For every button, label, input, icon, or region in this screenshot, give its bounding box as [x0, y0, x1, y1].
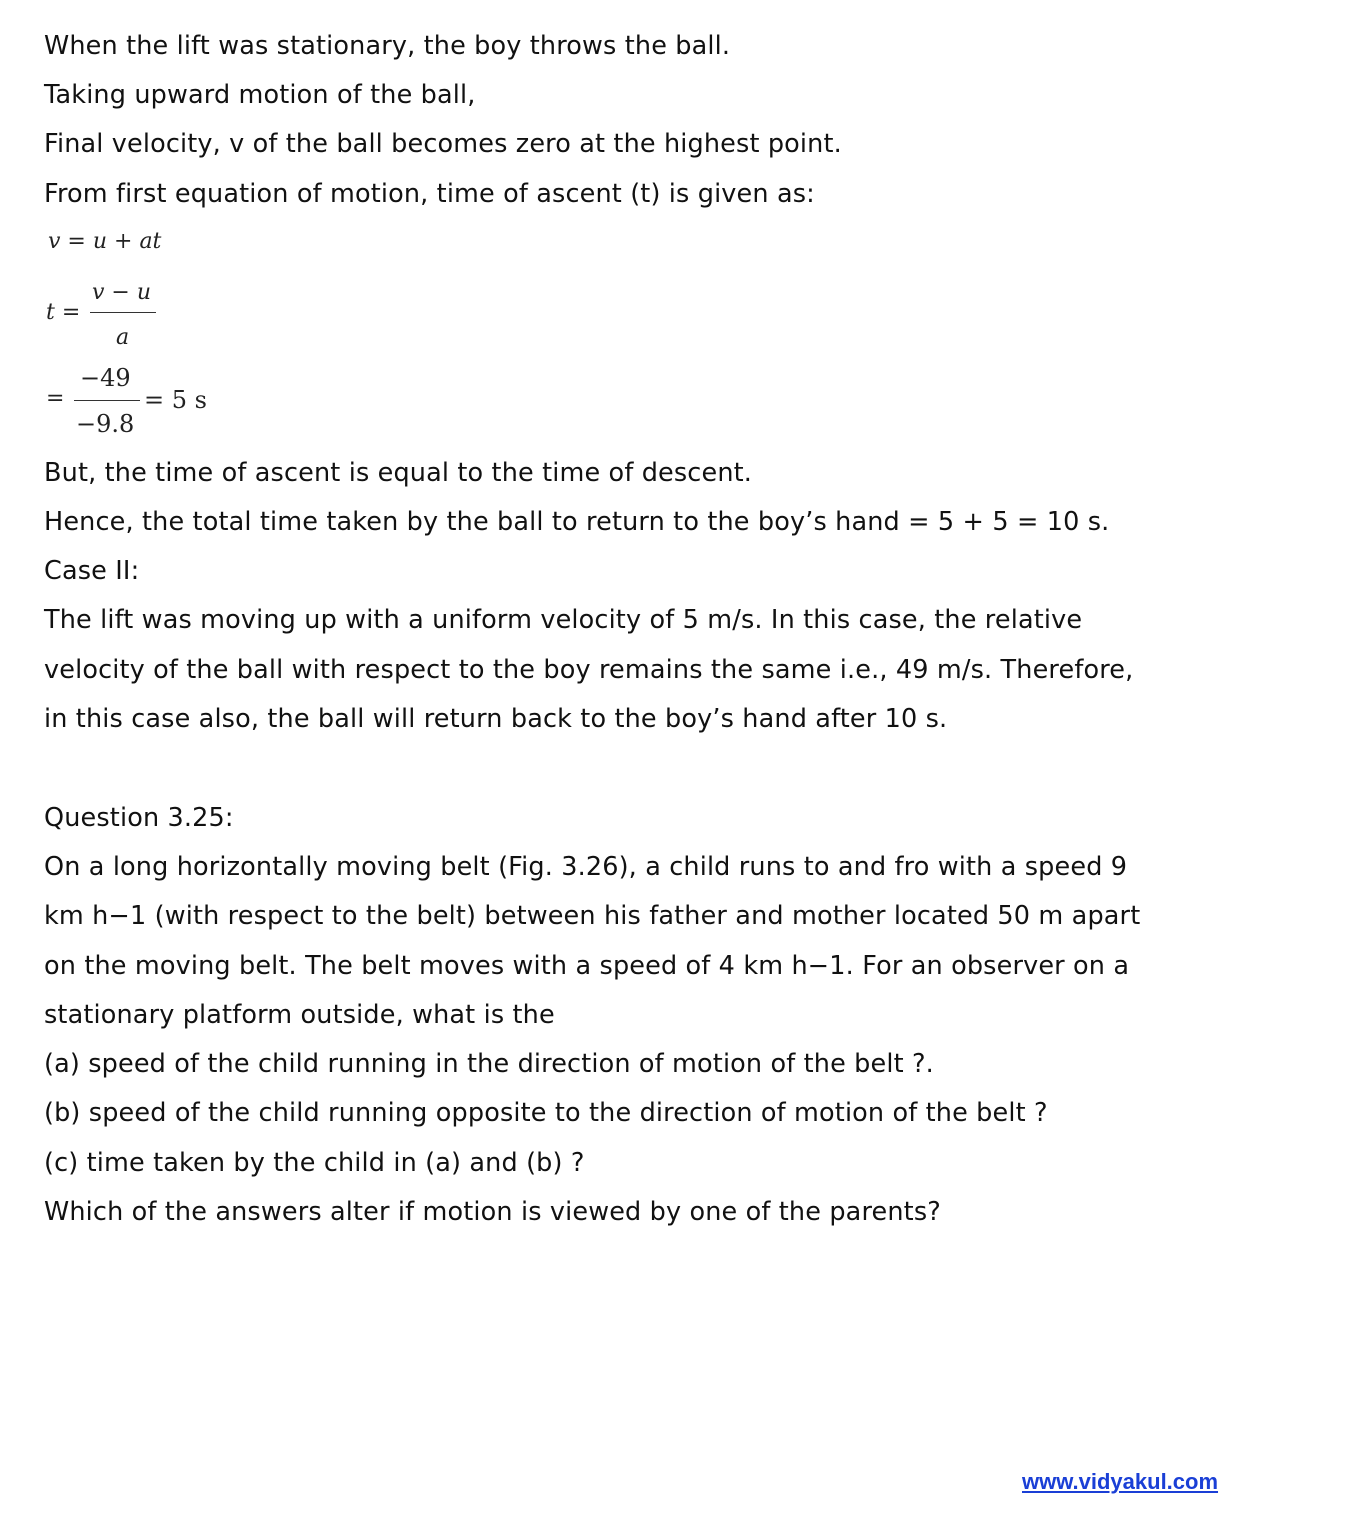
equation-result-rhs: = 5 s — [144, 386, 207, 414]
question-part-a: (a) speed of the child running in the direction of motion of the belt ?. — [44, 1049, 934, 1079]
text-line-first-equation: From first equation of motion, time of ascent (t) is given as: — [44, 179, 815, 209]
question-line-1: On a long horizontally moving belt (Fig. 3.26), a child runs to and fro with a speed 9 — [44, 852, 1128, 882]
equation-t-denominator: a — [116, 325, 130, 350]
text-line-lift-stationary: When the lift was stationary, the boy throws the ball. — [44, 31, 731, 61]
equation-t-numerator: v − u — [92, 280, 152, 305]
question-part-c: (c) time taken by the child in (a) and (b) ? — [44, 1148, 585, 1178]
case-heading: Case II: — [44, 556, 140, 586]
text-line-relative-velocity: velocity of the ball with respect to the boy remains the same i.e., 49 m/s. Therefore, — [44, 655, 1134, 685]
question-line-2: km h−1 (with respect to the belt) between his father and mother located 50 m apart — [44, 901, 1141, 931]
text-line-ascent-descent: But, the time of ascent is equal to the time of descent. — [44, 458, 753, 488]
equation-v-u-at: v = u + at — [48, 229, 162, 254]
question-title: Question 3.25: — [44, 803, 234, 833]
equation-result-denominator: −9.8 — [76, 410, 135, 438]
equation-result-fraction-bar — [74, 400, 140, 401]
question-line-3: on the moving belt. The belt moves with a speed of 4 km h−1. For an observer on a — [44, 951, 1130, 981]
text-line-upward-motion: Taking upward motion of the ball, — [44, 80, 476, 110]
equation-t-lhs: t = — [46, 300, 81, 325]
question-part-b: (b) speed of the child running opposite to the direction of motion of the belt ? — [44, 1098, 1048, 1128]
text-line-lift-moving: The lift was moving up with a uniform velocity of 5 m/s. In this case, the relative — [44, 605, 1083, 635]
equation-t-fraction-bar — [90, 312, 156, 313]
question-part-d: Which of the answers alter if motion is viewed by one of the parents? — [44, 1197, 941, 1227]
text-line-return-time: in this case also, the ball will return back to the boy’s hand after 10 s. — [44, 704, 948, 734]
text-line-final-velocity: Final velocity, v of the ball becomes zero at the highest point. — [44, 129, 842, 159]
question-line-4: stationary platform outside, what is the — [44, 1000, 555, 1030]
text-line-total-time: Hence, the total time taken by the ball to return to the boy’s hand = 5 + 5 = 10 s. — [44, 507, 1110, 537]
equation-result-lhs: = — [46, 386, 65, 411]
footer-website-link[interactable]: www.vidyakul.com — [1022, 1469, 1219, 1494]
equation-result-numerator: −49 — [80, 364, 131, 392]
